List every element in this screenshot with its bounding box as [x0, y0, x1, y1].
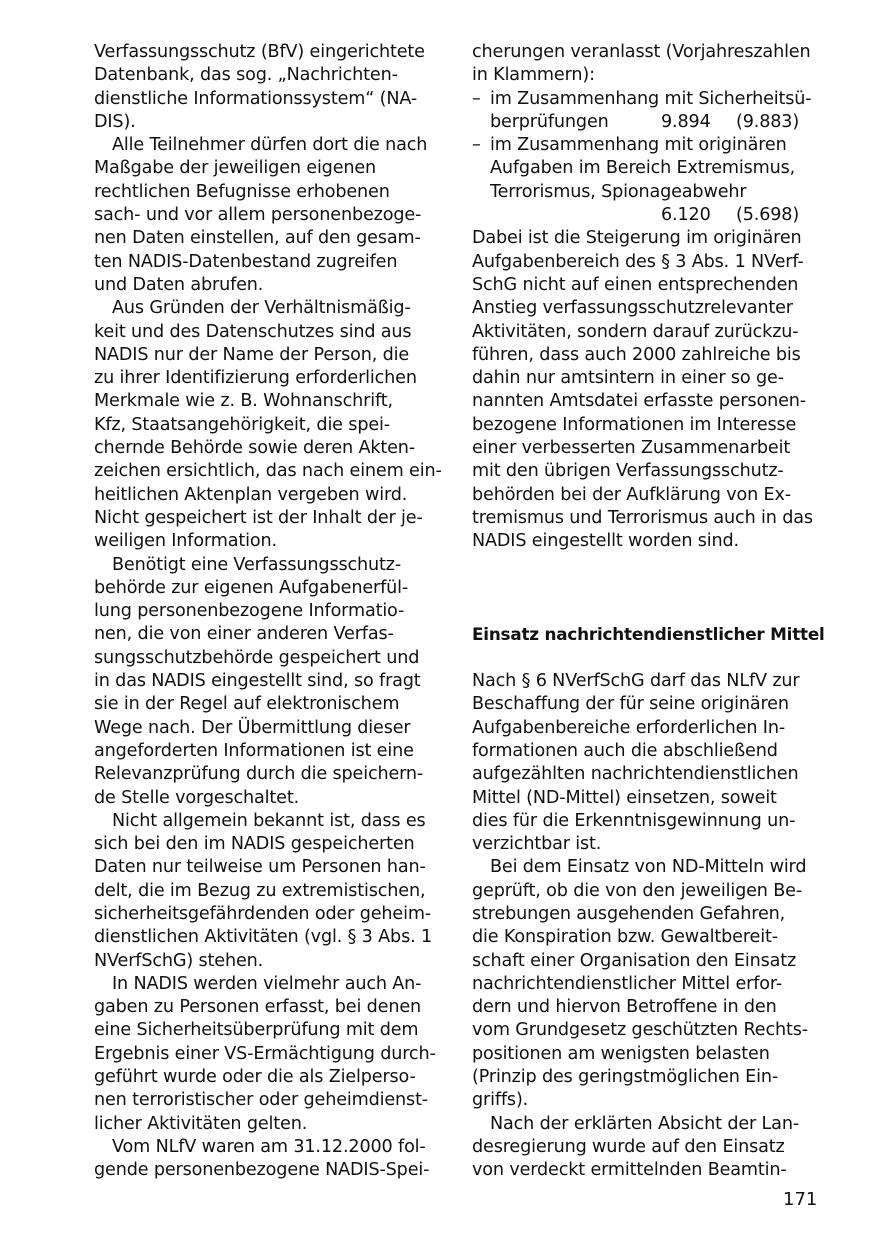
- list-item-text: Aufgaben im Bereich Extremismus,: [490, 158, 796, 179]
- list-item-text: Terrorismus, Spionageabwehr: [490, 181, 747, 202]
- text-line: aufgezählten nachrichtendienstlichen: [472, 764, 799, 785]
- text-line: gende personenbezogene NADIS-Spei-: [94, 1160, 430, 1181]
- text-line: Daten nur teilweise um Personen han-: [94, 857, 426, 878]
- text-line: NVerfSchG) stehen.: [94, 950, 264, 971]
- page-number: 171: [783, 1189, 818, 1210]
- text-line: sungsschutzbehörde gespeichert und: [94, 647, 420, 668]
- section-heading: Einsatz nachrichtendienstlicher Mittel: [472, 624, 825, 645]
- text-line: Datenbank, das sog. „Nachrichten-: [94, 65, 398, 86]
- text-line: Dabei ist die Steigerung im originären: [472, 228, 802, 249]
- list-item-text: im Zusammenhang mit Sicherheitsü-: [490, 88, 812, 109]
- list-item: [472, 88, 820, 111]
- text-line: Nicht allgemein bekannt ist, dass es: [112, 810, 426, 831]
- text-line: einer verbesserten Zusammenarbeit: [472, 438, 791, 459]
- list-item-figures: [472, 111, 820, 134]
- text-line: Nicht gespeichert ist der Inhalt der je-: [94, 507, 423, 528]
- previous-count: (5.698): [736, 205, 800, 226]
- list-item: [472, 134, 820, 157]
- text-line: tremismus und Terrorismus auch in das: [472, 507, 813, 528]
- list-item-text: berprüfungen: [490, 111, 609, 132]
- text-line: zeichen ersichtlich, das nach einem ein-: [94, 461, 442, 482]
- previous-count: (9.883): [736, 111, 800, 132]
- text-line: Beschaffung der für seine originären: [472, 694, 789, 715]
- text-line: nannten Amtsdatei erfasste personen-: [472, 391, 807, 412]
- text-line: strebungen ausgehenden Gefahren,: [472, 903, 786, 924]
- text-line: DIS).: [94, 111, 136, 132]
- list-item-text: im Zusammenhang mit originären: [490, 135, 787, 156]
- text-line: verzichtbar ist.: [472, 834, 602, 855]
- text-line: Aktivitäten, sondern darauf zurückzu-: [472, 321, 799, 342]
- text-line: von verdeckt ermittelnden Beamtin-: [472, 1160, 787, 1181]
- text-line: dahin nur amtsintern in einer so ge-: [472, 368, 784, 389]
- left-column: [94, 41, 442, 1183]
- text-line: desregierung wurde auf den Einsatz: [472, 1136, 785, 1157]
- text-line: chernde Behörde sowie deren Akten-: [94, 438, 416, 459]
- text-line: rechtlichen Befugnisse erhobenen: [94, 181, 390, 202]
- right-column: [472, 41, 825, 1183]
- current-count: 6.120: [661, 205, 711, 226]
- text-line: Alle Teilnehmer dürfen dort die nach: [112, 135, 428, 156]
- text-line: sie in der Regel auf elektronischem: [94, 694, 400, 715]
- current-count: 9.894: [661, 111, 711, 132]
- text-line: nen, die von einer anderen Verfas-: [94, 624, 394, 645]
- text-line: Wege nach. Der Übermittlung dieser: [94, 717, 411, 738]
- text-line: (Prinzip des geringstmöglichen Ein-: [472, 1067, 779, 1088]
- text-line: licher Aktivitäten gelten.: [94, 1113, 308, 1134]
- text-line: behörden bei der Aufklärung von Ex-: [472, 484, 791, 505]
- text-line: SchG nicht auf einen entsprechenden: [472, 274, 799, 295]
- text-line: geprüft, ob die von den jeweiligen Be-: [472, 880, 803, 901]
- text-line: Aus Gründen der Verhältnismäßig-: [112, 298, 411, 319]
- text-line: geführt wurde oder die als Zielperso-: [94, 1067, 416, 1088]
- text-line: dienstlichen Aktivitäten (vgl. § 3 Abs. 1: [94, 927, 433, 948]
- text-line: die Konspiration bzw. Gewaltbereit-: [472, 927, 778, 948]
- text-line: Nach § 6 NVerfSchG darf das NLfV zur: [472, 671, 800, 692]
- text-line: heitlichen Aktenplan vergeben wird.: [94, 484, 408, 505]
- text-line: zu ihrer Identifizierung erforderlichen: [94, 368, 417, 389]
- dash-marker: –: [472, 135, 481, 156]
- text-line: nen terroristischer oder geheimdienst-: [94, 1090, 429, 1111]
- text-line: Vom NLfV waren am 31.12.2000 fol-: [112, 1136, 426, 1157]
- text-line: Bei dem Einsatz von ND-Mitteln wird: [490, 857, 807, 878]
- text-line: Aufgabenbereiche erforderlichen In-: [472, 717, 786, 738]
- text-line: führen, dass auch 2000 zahlreiche bis: [472, 344, 801, 365]
- text-line: weiligen Information.: [94, 531, 277, 552]
- text-line: schaft einer Organisation den Einsatz: [472, 950, 797, 971]
- text-line: NADIS nur der Name der Person, die: [94, 344, 410, 365]
- text-line: Kfz, Staatsangehörigkeit, die spei-: [94, 414, 390, 435]
- text-line: keit und des Datenschutzes sind aus: [94, 321, 412, 342]
- text-line: Aufgabenbereich des § 3 Abs. 1 NVerf-: [472, 251, 804, 272]
- text-line: und Daten abrufen.: [94, 274, 264, 295]
- text-line: Ergebnis einer VS-Ermächtigung durch-: [94, 1043, 436, 1064]
- text-line: Relevanzprüfung durch die speichern-: [94, 764, 424, 785]
- text-line: vom Grundgesetz geschützten Rechts-: [472, 1020, 808, 1041]
- text-line: griffs).: [472, 1090, 529, 1111]
- text-line: In NADIS werden vielmehr auch An-: [112, 973, 422, 994]
- text-line: gaben zu Personen erfasst, bei denen: [94, 997, 421, 1018]
- text-line: NADIS eingestellt worden sind.: [472, 531, 739, 552]
- list-item-figures: [472, 204, 820, 227]
- text-line: sich bei den im NADIS gespeicherten: [94, 834, 415, 855]
- text-line: dies für die Erkenntnisgewinnung un-: [472, 810, 796, 831]
- text-line: positionen am wenigsten belasten: [472, 1043, 770, 1064]
- text-line: nachrichtendienstlicher Mittel erfor-: [472, 973, 783, 994]
- text-line: Maßgabe der jeweiligen eigenen: [94, 158, 377, 179]
- text-line: Benötigt eine Verfassungsschutz-: [112, 554, 402, 575]
- text-line: Verfassungsschutz (BfV) eingerichtete: [94, 42, 425, 62]
- text-line: eine Sicherheitsüberprüfung mit dem: [94, 1020, 419, 1041]
- text-line: bezogene Informationen im Interesse: [472, 414, 797, 435]
- text-line: lung personenbezogene Informatio-: [94, 601, 405, 622]
- text-line: Merkmale wie z. B. Wohnanschrift,: [94, 391, 393, 412]
- text-line: delt, die im Bezug zu extremistischen,: [94, 880, 426, 901]
- dash-marker: –: [472, 88, 481, 109]
- text-line: dienstliche Informationssystem“ (NA-: [94, 88, 418, 109]
- text-line: formationen auch die abschließend: [472, 740, 778, 761]
- text-line: Mittel (ND-Mittel) einsetzen, soweit: [472, 787, 777, 808]
- text-line: behörde zur eigenen Aufgabenerfül-: [94, 577, 409, 598]
- text-line: angeforderten Informationen ist eine: [94, 740, 414, 761]
- text-line: ten NADIS-Datenbestand zugreifen: [94, 251, 398, 272]
- text-line: cherungen veranlasst (Vorjahreszahlen: [472, 42, 811, 62]
- text-line: mit den übrigen Verfassungsschutz-: [472, 461, 784, 482]
- text-line: in Klammern):: [472, 65, 595, 86]
- text-line: dern und hiervon Betroffene in den: [472, 997, 777, 1018]
- text-line: nen Daten einstellen, auf den gesam-: [94, 228, 421, 249]
- text-line: Anstieg verfassungsschutzrelevanter: [472, 298, 793, 319]
- text-line: de Stelle vorgeschaltet.: [94, 787, 300, 808]
- text-line: Nach der erklärten Absicht der Lan-: [490, 1113, 800, 1134]
- text-line: sach- und vor allem personenbezoge-: [94, 205, 422, 226]
- text-line: in das NADIS eingestellt sind, so fragt: [94, 671, 421, 692]
- text-line: sicherheitsgefährdenden oder geheim-: [94, 903, 431, 924]
